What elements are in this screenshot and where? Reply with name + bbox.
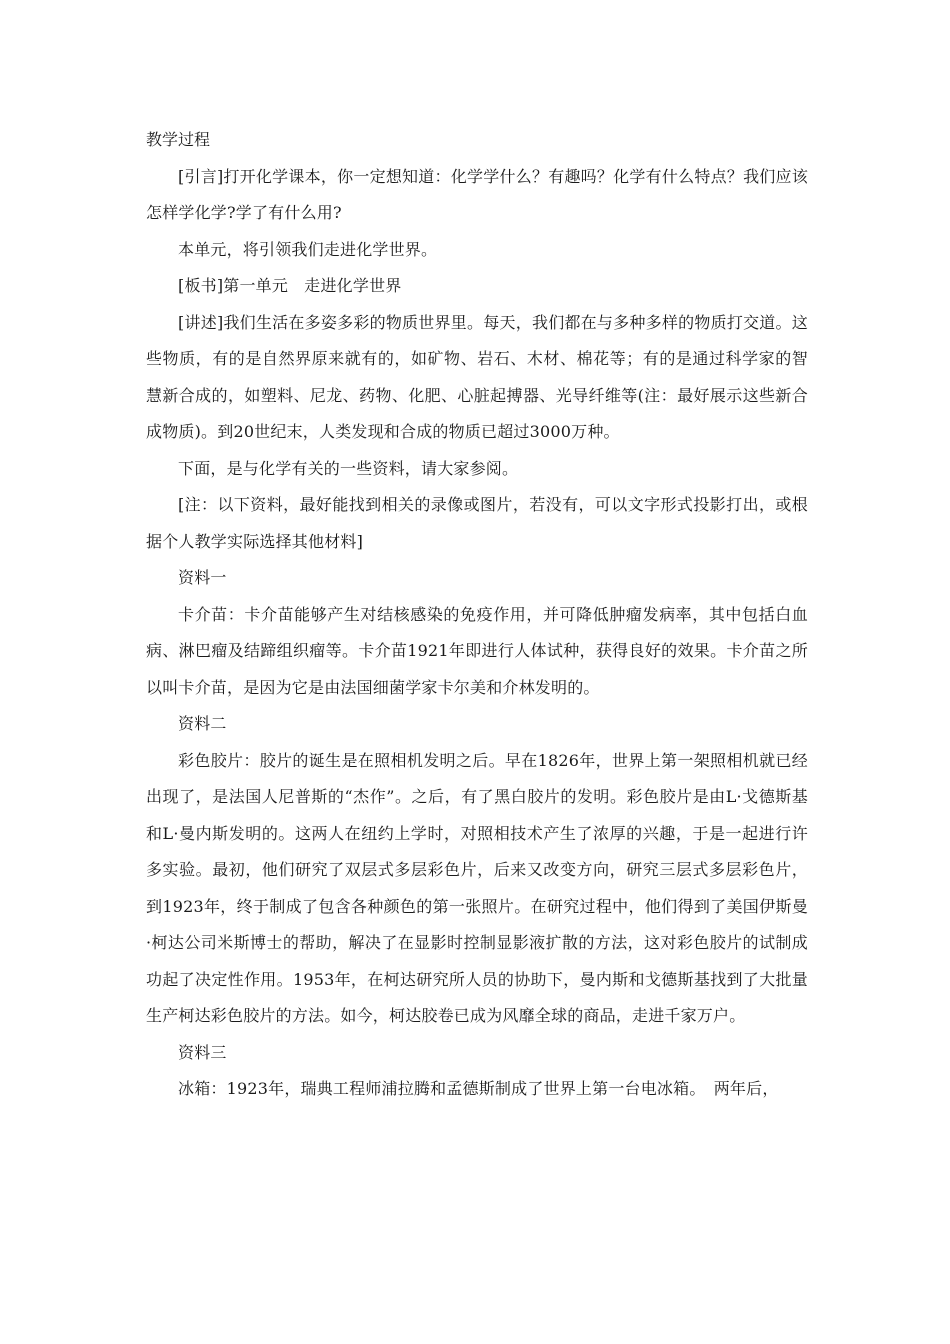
document-body xyxy=(146,122,808,1108)
material-text-3: 冰箱：1923年，瑞典工程师浦拉腾和孟德斯制成了世界上第一台电冰箱。 两年后， xyxy=(178,1079,779,1098)
section-title: 教学过程 xyxy=(146,130,211,149)
material-heading-2: 资料二 xyxy=(178,714,227,733)
paragraph-intro: [引言]打开化学课本，你一定想知道：化学学什么？有趣吗？化学有什么特点？我们应该怎样学化学?学了有什么用? xyxy=(146,166,808,222)
paragraph-board-note: [板书]第一单元 走进化学世界 xyxy=(178,276,402,295)
paragraph-materials-intro: 下面，是与化学有关的一些资料，请大家参阅。 xyxy=(178,458,519,478)
material-text-2: 彩色胶片：胶片的诞生是在照相机发明之后。早在1826年，世界上第一架照相机就已经出现了，是法国人尼普斯的“杰作”。之后，有了黑白胶片的发明。彩色胶片是由L·戈德斯基和L·曼内斯发明的。这两人在纽约上学时，对照相技术产生了浓厚的兴趣，于是一起进行许多实验。最初，他们研究了双层式多层彩色片，后来又改变方向，研究三层式多层彩色片，到1923年，终于制成了包含各种颜色的第一张照片。在研究过程中，他们得到了美国伊斯曼·柯达公司米斯博士的帮助，解决了在显影时控制显影液扩散的方法，这对彩色胶片的试制成功起了决定性作用。1953年，在柯达研究所人员的协助下，曼内斯和戈德斯基找到了大批量生产柯达彩色胶片的方法。如今，柯达胶卷已成为风靡全球的商品，走进千家万户。 xyxy=(146,750,808,1025)
material-heading-1: 资料一 xyxy=(178,568,227,587)
paragraph-unit-lead: 本单元，将引领我们走进化学世界。 xyxy=(178,239,438,259)
material-heading-3: 资料三 xyxy=(178,1042,227,1062)
paragraph-lecture: [讲述]我们生活在多姿多彩的物质世界里。每天，我们都在与多种多样的物质打交道。这些物质，有的是自然界原来就有的，如矿物、岩石、木材、棉花等；有的是通过科学家的智慧新合成的，如塑料、尼龙、药物、化肥、心脏起搏器、光导纤维等(注：最好展示这些新合成物质)。到20世纪末，人类发现和合成的物质已超过3000万种。 xyxy=(146,312,808,441)
material-text-1: 卡介苗：卡介苗能够产生对结核感染的免疫作用，并可降低肿瘤发病率，其中包括白血病、淋巴瘤及结蹄组织瘤等。卡介苗1921年即进行人体试种，获得良好的效果。卡介苗之所以叫卡介苗，是因为它是由法国细菌学家卡尔美和介林发明的。 xyxy=(146,604,808,697)
paragraph-note: [注：以下资料，最好能找到相关的录像或图片，若没有，可以文字形式投影打出，或根据个人教学实际选择其他材料] xyxy=(146,495,808,551)
